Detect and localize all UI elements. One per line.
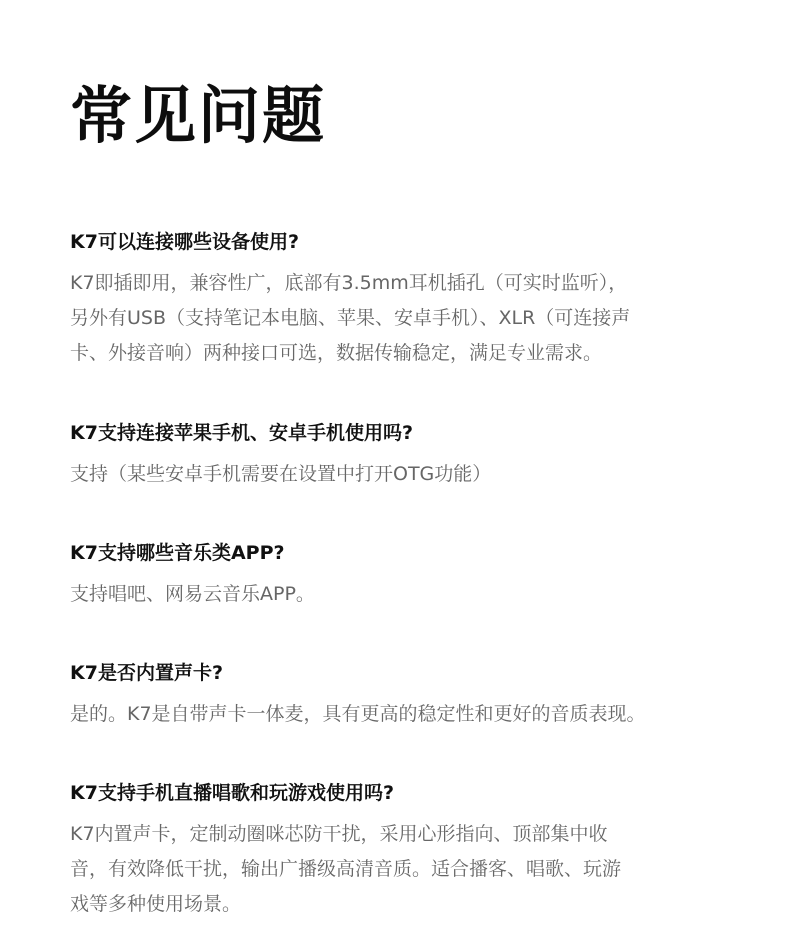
faq-answer bbox=[70, 817, 730, 922]
answer-line: 卡、外接音响）两种接口可选，数据传输稳定，满足专业需求。 bbox=[70, 342, 603, 364]
answer-line: 支持唱吧、网易云音乐APP。 bbox=[70, 583, 315, 605]
answer-line: 支持（某些安卓手机需要在设置中打开OTG功能） bbox=[70, 463, 492, 485]
faq-question: K7是否内置声卡? bbox=[70, 662, 223, 684]
faq-item-phones bbox=[70, 418, 730, 492]
faq-item-sound-card bbox=[70, 658, 730, 732]
answer-line: K7即插即用，兼容性广，底部有3.5mm耳机插孔（可实时监听）， bbox=[70, 272, 628, 294]
faq-answer bbox=[70, 577, 730, 612]
faq-question: K7可以连接哪些设备使用? bbox=[70, 231, 299, 253]
faq-question: K7支持哪些音乐类APP? bbox=[70, 542, 285, 564]
faq-item-music-apps bbox=[70, 538, 730, 612]
answer-line: 音，有效降低干扰，输出广播级高清音质。适合播客、唱歌、玩游 bbox=[70, 858, 622, 880]
faq-answer bbox=[70, 697, 730, 732]
faq-item-live-streaming bbox=[70, 778, 730, 922]
faq-item-devices bbox=[70, 227, 730, 371]
answer-line: K7内置声卡，定制动圈咪芯防干扰，采用心形指向、顶部集中收 bbox=[70, 823, 608, 845]
faq-answer bbox=[70, 457, 730, 492]
answer-line: 戏等多种使用场景。 bbox=[70, 893, 242, 915]
answer-line: 另外有USB（支持笔记本电脑、苹果、安卓手机）、XLR（可连接声 bbox=[70, 307, 631, 329]
faq-question: K7支持手机直播唱歌和玩游戏使用吗? bbox=[70, 782, 394, 804]
page-title: 常见问题 bbox=[70, 79, 327, 152]
faq-question: K7支持连接苹果手机、安卓手机使用吗? bbox=[70, 422, 413, 444]
answer-line: 是的。K7是自带声卡一体麦，具有更高的稳定性和更好的音质表现。 bbox=[70, 703, 646, 725]
faq-answer bbox=[70, 266, 730, 371]
